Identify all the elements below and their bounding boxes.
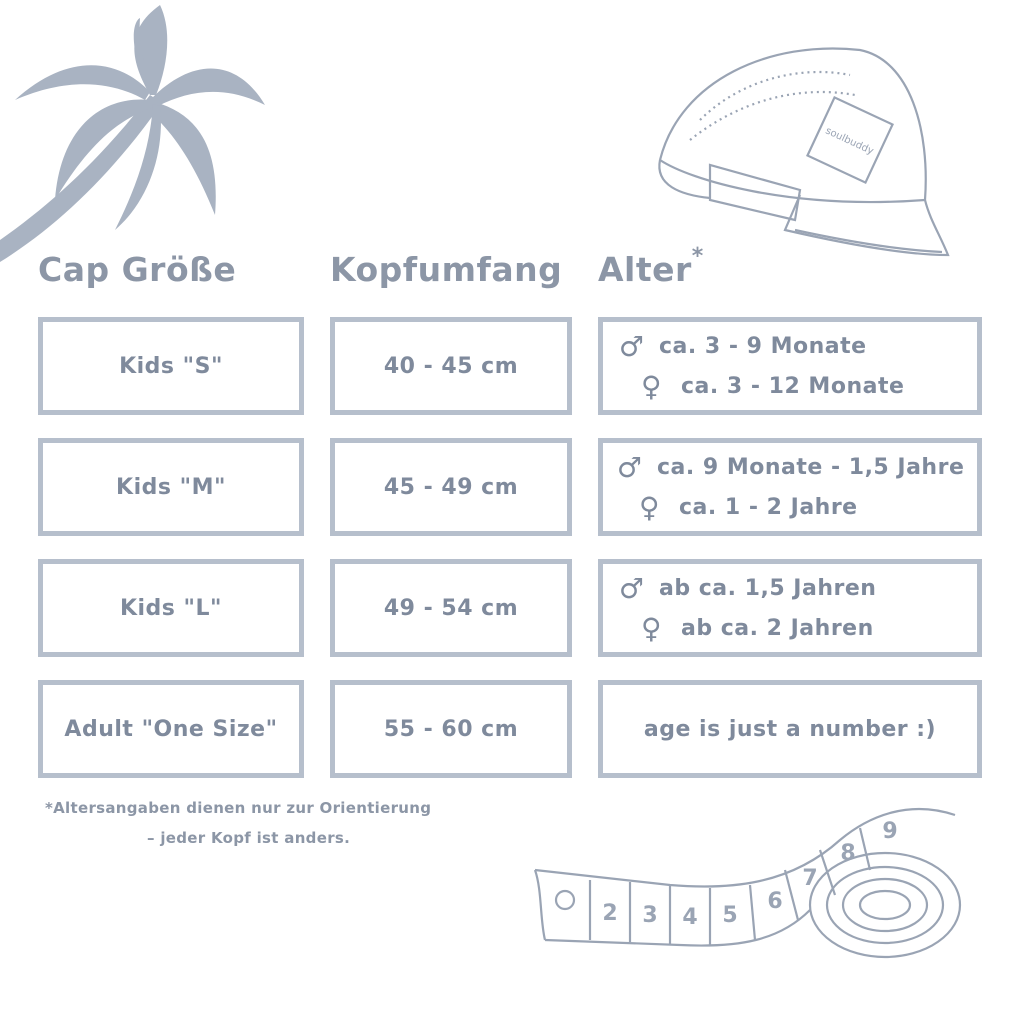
female-age: ca. 3 - 12 Monate <box>681 373 905 399</box>
footnote-line-2: – jeder Kopf ist anders. <box>147 829 351 847</box>
female-age: ca. 1 - 2 Jahre <box>679 494 858 520</box>
age-text: age is just a number :) <box>643 716 937 742</box>
male-symbol-icon: ♂ <box>619 571 645 605</box>
female-age-line <box>619 366 904 406</box>
circumference-cell-row-3 <box>330 559 572 657</box>
tape-measure-illustration <box>530 790 970 970</box>
male-age: ca. 9 Monate - 1,5 Jahre <box>657 454 965 480</box>
age-cell-row-2 <box>598 438 982 536</box>
size-label: Kids "L" <box>119 595 223 621</box>
age-cell-row-3 <box>598 559 982 657</box>
palm-tree-illustration <box>0 0 280 280</box>
circumference-value: 55 - 60 cm <box>383 716 519 742</box>
age-cell-row-4 <box>598 680 982 778</box>
size-cell-row-1 <box>38 317 304 415</box>
circumference-cell-row-1 <box>330 317 572 415</box>
female-symbol-icon: ♀ <box>641 611 663 645</box>
tape-number: 8 <box>840 841 856 866</box>
tape-number: 7 <box>802 866 818 891</box>
male-symbol-icon: ♂ <box>617 450 643 484</box>
female-age-line <box>619 608 874 648</box>
header-age-label: Alter <box>598 250 692 289</box>
tape-number: 6 <box>767 889 783 914</box>
male-symbol-icon: ♂ <box>619 329 645 363</box>
size-cell-row-4 <box>38 680 304 778</box>
header-cap-size: Cap Größe <box>38 250 237 289</box>
female-age-line <box>617 487 858 527</box>
header-age-asterisk: * <box>691 244 704 269</box>
circumference-value: 40 - 45 cm <box>383 353 519 379</box>
cap-illustration <box>650 20 960 270</box>
male-age: ca. 3 - 9 Monate <box>659 333 867 359</box>
tape-number: 5 <box>722 903 738 928</box>
male-age-line <box>619 568 876 608</box>
size-label: Adult "One Size" <box>64 716 278 742</box>
male-age-line <box>619 326 867 366</box>
size-cell-row-2 <box>38 438 304 536</box>
circumference-value: 45 - 49 cm <box>383 474 519 500</box>
age-cell-row-1 <box>598 317 982 415</box>
circumference-cell-row-4 <box>330 680 572 778</box>
circumference-value: 49 - 54 cm <box>383 595 519 621</box>
female-symbol-icon: ♀ <box>641 369 663 403</box>
tape-number: 9 <box>882 819 898 844</box>
header-head-circumference: Kopfumfang <box>330 250 563 289</box>
tape-number: 3 <box>642 903 658 928</box>
size-label: Kids "S" <box>119 353 223 379</box>
tape-number: 4 <box>682 905 698 930</box>
footnote <box>45 793 431 853</box>
header-age <box>598 244 704 289</box>
male-age: ab ca. 1,5 Jahren <box>659 575 877 601</box>
size-cell-row-3 <box>38 559 304 657</box>
tape-number: 2 <box>602 901 618 926</box>
circumference-cell-row-2 <box>330 438 572 536</box>
cap-logo-text: soulbuddy <box>823 125 876 158</box>
female-age: ab ca. 2 Jahren <box>681 615 874 641</box>
male-age-line <box>617 447 964 487</box>
female-symbol-icon: ♀ <box>639 490 661 524</box>
footnote-line-1: *Altersangaben dienen nur zur Orientierung <box>45 799 432 817</box>
size-label: Kids "M" <box>116 474 226 500</box>
